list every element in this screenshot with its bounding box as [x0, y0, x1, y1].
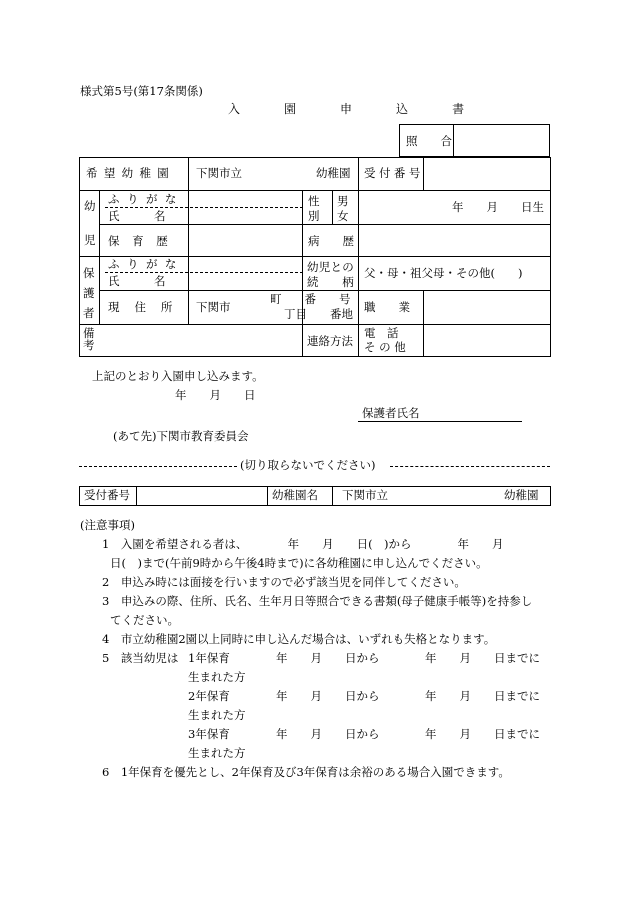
note-6: 6 1年保育を優先とし、2年保育及び3年保育は余裕のある場合入園できます。 [102, 765, 510, 779]
note-3-line-2: てください。 [110, 613, 179, 627]
title-char: 園 [284, 102, 297, 116]
note-5-kind: 1年保育 [188, 651, 230, 665]
child-label-bottom: 児 [84, 233, 96, 247]
remarks-label: 備考 [83, 326, 95, 352]
shokai-field[interactable] [455, 126, 548, 155]
statement-text: 上記のとおり入園申し込みます。 [92, 369, 264, 383]
relationship-options[interactable]: 父・母・祖父母・その他( ) [364, 266, 523, 280]
gender-options[interactable]: 男女 [337, 194, 349, 223]
shokai-label: 照 合 [406, 134, 452, 148]
title-char: 込 [396, 102, 409, 116]
address-field[interactable] [232, 292, 268, 322]
receipt-uketsuke-field[interactable] [138, 488, 265, 504]
child-name-label: 氏 名 [108, 209, 166, 223]
hoikureki-label: 保育歴 [108, 234, 181, 248]
cut-line-label: (切り取らないでください) [240, 458, 376, 472]
addressee: (あて先)下関市教育委員会 [113, 429, 249, 443]
form-title [228, 103, 508, 116]
address-label: 現住所 [108, 300, 188, 314]
title-char: 申 [340, 102, 353, 116]
birth-date[interactable]: 年 月 日生 [452, 200, 544, 214]
cut-line-left [79, 466, 237, 467]
receipt-uketsuke-label: 受付番号 [84, 488, 130, 502]
note-5-born: 生まれた方 [188, 746, 246, 760]
note-5-to: 年 月 日までに [425, 689, 540, 703]
receipt-kindergarten-suffix: 幼稚園 [504, 488, 539, 502]
notes-heading: (注意事項) [80, 518, 135, 532]
guardian-label: 保護者 [83, 266, 95, 320]
child-furigana-label: ふりがな [108, 192, 184, 206]
hoikureki-field[interactable] [190, 226, 300, 254]
guardian-furigana-label: ふりがな [108, 257, 184, 271]
receipt-city-prefix: 下関市立 [342, 488, 388, 502]
uketsuke-field[interactable] [425, 159, 549, 189]
contact-field[interactable] [425, 326, 549, 355]
note-5-to: 年 月 日までに [425, 651, 540, 665]
byoureki-label: 病 歴 [308, 234, 354, 248]
guardian-name-label: 保護者氏名 [362, 406, 420, 420]
note-4: 4 市立幼稚園2園以上同時に申し込んだ場合は、いずれも失格となります。 [102, 632, 496, 646]
form-number: 様式第5号(第17条関係) [80, 84, 203, 98]
title-char: 入 [228, 102, 241, 116]
kindergarten-suffix: 幼稚園 [316, 166, 351, 180]
kibou-label: 希望幼稚園 [86, 166, 176, 180]
occupation-label: 職 業 [364, 300, 410, 314]
gender-label: 性別 [308, 194, 320, 223]
cut-line-right [390, 466, 550, 467]
guardian-name-label: 氏 名 [108, 274, 166, 288]
occupation-field[interactable] [425, 292, 549, 322]
note-3-line-1: 3 申込みの際、住所、氏名、生年月日等照合できる書類(母子健康手帳等)を持参し [102, 594, 533, 608]
note-5-to: 年 月 日までに [425, 727, 540, 741]
child-label-top: 幼 [84, 199, 96, 213]
uketsuke-label: 受付番号 [364, 166, 424, 180]
title-char: 書 [452, 102, 465, 116]
note-1-line-2: 日( )まで(午前9時から午後4時まで)に各幼稚園に申し込んでください。 [110, 556, 488, 570]
guardian-signature-line[interactable] [358, 421, 522, 422]
relationship-label: 幼児との続 柄 [307, 260, 354, 289]
note-5-from: 年 月 日から [276, 651, 380, 665]
note-1-line-1: 1 入園を希望される者は、 年 月 日( )から 年 月 [102, 537, 504, 551]
city-prefix: 下関市立 [196, 166, 242, 180]
phone-label: 電 話 [364, 326, 399, 340]
statement-date[interactable]: 年 月 日 [175, 388, 256, 402]
byoureki-field[interactable] [360, 226, 549, 254]
receipt-kindergarten-label: 幼稚園名 [272, 488, 318, 502]
address-city: 下関市 [196, 300, 231, 314]
child-name-field[interactable] [190, 192, 300, 222]
guardian-name-field[interactable] [190, 258, 300, 288]
note-5-kind: 3年保育 [188, 727, 230, 741]
other-label: そ の 他 [364, 340, 406, 354]
notes-section [80, 516, 560, 782]
remarks-field[interactable] [101, 326, 300, 355]
contact-label: 連絡方法 [307, 334, 353, 348]
note-5-born: 生まれた方 [188, 708, 246, 722]
note-5-label: 5 該当幼児は [102, 651, 179, 665]
note-5-from: 年 月 日から [276, 727, 380, 741]
note-5-from: 年 月 日から [276, 689, 380, 703]
kindergarten-name-field[interactable] [244, 160, 314, 188]
note-5-kind: 2年保育 [188, 689, 230, 703]
address-line2: 丁目 番地 [284, 307, 353, 321]
note-2: 2 申込み時には面接を行いますので必ず該当児を同伴してください。 [102, 575, 466, 589]
address-line1: 町 番 号 [270, 292, 351, 306]
note-5-born: 生まれた方 [188, 670, 246, 684]
